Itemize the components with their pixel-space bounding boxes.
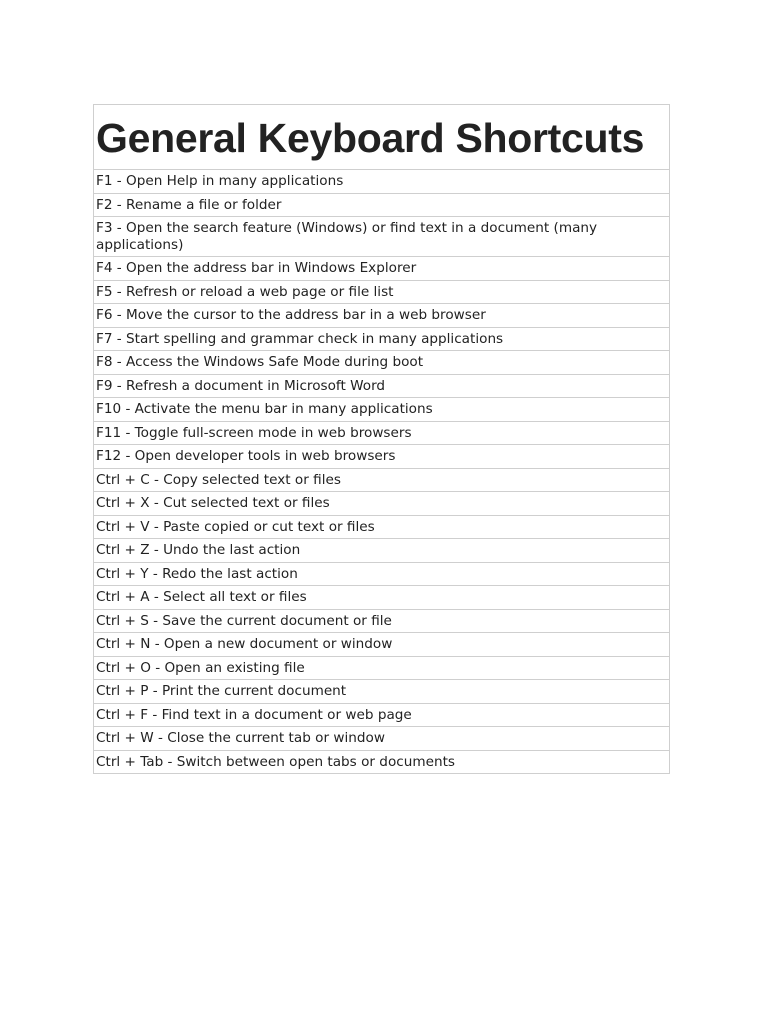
table-row [94,304,670,328]
table-row [94,327,670,351]
table-cell: Ctrl + P - Print the current document [94,680,670,704]
table-cell: Ctrl + O - Open an existing file [94,656,670,680]
table-cell: Ctrl + Y - Redo the last action [94,562,670,586]
table-cell: F1 - Open Help in many applications [94,170,670,194]
table-cell: F12 - Open developer tools in web browsers [94,445,670,469]
table-cell: F5 - Refresh or reload a web page or file list [94,280,670,304]
table-cell: F7 - Start spelling and grammar check in many applications [94,327,670,351]
table-row [94,680,670,704]
table-row [94,656,670,680]
table-cell: Ctrl + C - Copy selected text or files [94,468,670,492]
table-cell: Ctrl + Tab - Switch between open tabs or documents [94,750,670,774]
table-row [94,217,670,257]
table-cell: Ctrl + V - Paste copied or cut text or files [94,515,670,539]
table-cell: F6 - Move the cursor to the address bar in a web browser [94,304,670,328]
table-cell: F2 - Rename a file or folder [94,193,670,217]
table-cell: F10 - Activate the menu bar in many applications [94,398,670,422]
table-row [94,257,670,281]
table-row [94,351,670,375]
table-cell: Ctrl + A - Select all text or files [94,586,670,610]
table-row [94,374,670,398]
table-row [94,633,670,657]
table-row [94,445,670,469]
table-row [94,586,670,610]
table-row [94,398,670,422]
table-row [94,280,670,304]
table-cell: Ctrl + F - Find text in a document or web page [94,703,670,727]
table-row [94,750,670,774]
table-cell: Ctrl + Z - Undo the last action [94,539,670,563]
table-cell: F3 - Open the search feature (Windows) or find text in a document (many applications) [94,217,670,257]
table-cell: Ctrl + X - Cut selected text or files [94,492,670,516]
title-row [94,105,670,170]
table-row [94,562,670,586]
table-row [94,727,670,751]
table-row [94,515,670,539]
table-cell: F8 - Access the Windows Safe Mode during boot [94,351,670,375]
table-row [94,468,670,492]
table-cell: Ctrl + N - Open a new document or window [94,633,670,657]
table-cell: Ctrl + W - Close the current tab or window [94,727,670,751]
table-row [94,492,670,516]
table-row [94,421,670,445]
table-row [94,609,670,633]
table-cell: F4 - Open the address bar in Windows Explorer [94,257,670,281]
table-row [94,193,670,217]
table-row [94,703,670,727]
shortcuts-table [93,104,670,774]
table-cell: F9 - Refresh a document in Microsoft Word [94,374,670,398]
page-title: General Keyboard Shortcuts [94,105,670,170]
table-row [94,539,670,563]
table-row [94,170,670,194]
table-cell: F11 - Toggle full-screen mode in web browsers [94,421,670,445]
table-cell: Ctrl + S - Save the current document or file [94,609,670,633]
